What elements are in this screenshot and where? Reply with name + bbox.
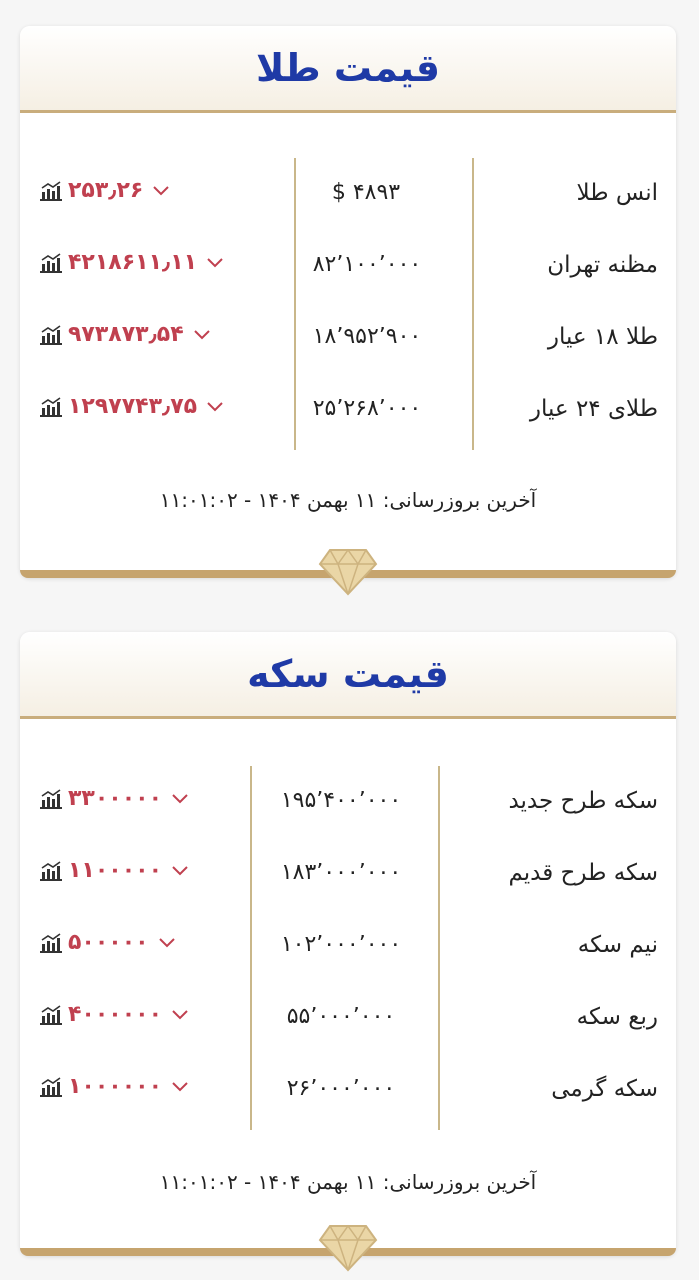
chevron-down-icon xyxy=(170,864,190,878)
bar-chart-icon[interactable] xyxy=(38,860,64,882)
price-row-new-design xyxy=(20,766,676,838)
item-change xyxy=(38,178,171,203)
item-name: طلا ۱۸ عیار xyxy=(547,324,658,350)
item-change xyxy=(38,1074,190,1099)
chevron-down-icon xyxy=(157,936,177,950)
bar-chart-icon[interactable] xyxy=(38,1076,64,1098)
price-row-tehran xyxy=(20,230,676,302)
price-row-quarter-coin xyxy=(20,982,676,1054)
item-change xyxy=(38,250,225,275)
item-price: ۱۸۳٬۰۰۰٬۰۰۰ xyxy=(280,860,402,885)
bar-chart-icon[interactable] xyxy=(38,252,64,274)
change-value: ۵۰۰۰۰۰ xyxy=(68,930,149,955)
item-price: ۵۵٬۰۰۰٬۰۰۰ xyxy=(286,1004,396,1029)
item-name: سکه طرح قدیم xyxy=(508,860,658,886)
diamond-icon xyxy=(318,546,378,596)
item-change xyxy=(38,322,212,347)
gold-card-header xyxy=(20,26,676,113)
item-change xyxy=(38,858,190,883)
last-updated: آخرین بروزرسانی: ۱۱ بهمن ۱۴۰۴ - ۱۱:۰۱:۰۲ xyxy=(159,488,537,512)
gold-price-card xyxy=(20,26,676,578)
chevron-down-icon xyxy=(205,400,225,414)
item-price: ۴۸۹۳ $ xyxy=(331,180,401,205)
price-row-gram-coin xyxy=(20,1054,676,1126)
bar-chart-icon[interactable] xyxy=(38,396,64,418)
chevron-down-icon xyxy=(151,184,171,198)
chevron-down-icon xyxy=(205,256,225,270)
coin-price-card xyxy=(20,632,676,1256)
change-value: ۹۷۳۸۷۳٫۵۴ xyxy=(68,322,184,347)
coin-card-title: قیمت سکه xyxy=(247,652,449,696)
change-value: ۱۱۰۰۰۰۰ xyxy=(68,858,162,883)
chevron-down-icon xyxy=(170,1008,190,1022)
item-name: انس طلا xyxy=(576,180,658,206)
change-value: ۱۲۹۷۷۴۳٫۷۵ xyxy=(68,394,198,419)
coin-card-header xyxy=(20,632,676,719)
item-change xyxy=(38,1002,190,1027)
change-value: ۴۰۰۰۰۰۰ xyxy=(68,1002,162,1027)
bar-chart-icon[interactable] xyxy=(38,180,64,202)
price-row-24k xyxy=(20,374,676,446)
change-value: ۳۳۰۰۰۰۰ xyxy=(68,786,162,811)
coin-price-list xyxy=(20,766,676,1126)
item-name: طلای ۲۴ عیار xyxy=(529,396,658,422)
last-updated: آخرین بروزرسانی: ۱۱ بهمن ۱۴۰۴ - ۱۱:۰۱:۰۲ xyxy=(159,1170,537,1194)
bar-chart-icon[interactable] xyxy=(38,324,64,346)
item-change xyxy=(38,930,177,955)
price-row-old-design xyxy=(20,838,676,910)
gold-card-title: قیمت طلا xyxy=(256,46,440,90)
price-row-ounce xyxy=(20,158,676,230)
change-value: ۱۰۰۰۰۰۰ xyxy=(68,1074,162,1099)
item-price: ۱۸٬۹۵۲٬۹۰۰ xyxy=(312,324,422,349)
item-price: ۲۵٬۲۶۸٬۰۰۰ xyxy=(312,396,422,421)
item-name: مظنه تهران xyxy=(547,252,658,278)
bar-chart-icon[interactable] xyxy=(38,788,64,810)
item-name: ربع سکه xyxy=(576,1004,658,1030)
chevron-down-icon xyxy=(170,1080,190,1094)
change-value: ۴۲۱۸۶۱۱٫۱۱ xyxy=(68,250,198,275)
item-price: ۸۲٬۱۰۰٬۰۰۰ xyxy=(312,252,422,277)
diamond-icon xyxy=(318,1222,378,1272)
price-row-18k xyxy=(20,302,676,374)
item-price: ۱۰۲٬۰۰۰٬۰۰۰ xyxy=(280,932,402,957)
item-change xyxy=(38,394,225,419)
item-name: نیم سکه xyxy=(577,932,658,958)
gold-price-list xyxy=(20,158,676,446)
item-change xyxy=(38,786,190,811)
change-value: ۲۵۳٫۲۶ xyxy=(68,178,144,203)
price-row-half-coin xyxy=(20,910,676,982)
item-name: سکه گرمی xyxy=(551,1076,658,1102)
chevron-down-icon xyxy=(170,792,190,806)
item-price: ۱۹۵٬۴۰۰٬۰۰۰ xyxy=(280,788,402,813)
item-name: سکه طرح جدید xyxy=(508,788,658,814)
bar-chart-icon[interactable] xyxy=(38,932,64,954)
chevron-down-icon xyxy=(192,328,212,342)
item-price: ۲۶٬۰۰۰٬۰۰۰ xyxy=(286,1076,396,1101)
bar-chart-icon[interactable] xyxy=(38,1004,64,1026)
